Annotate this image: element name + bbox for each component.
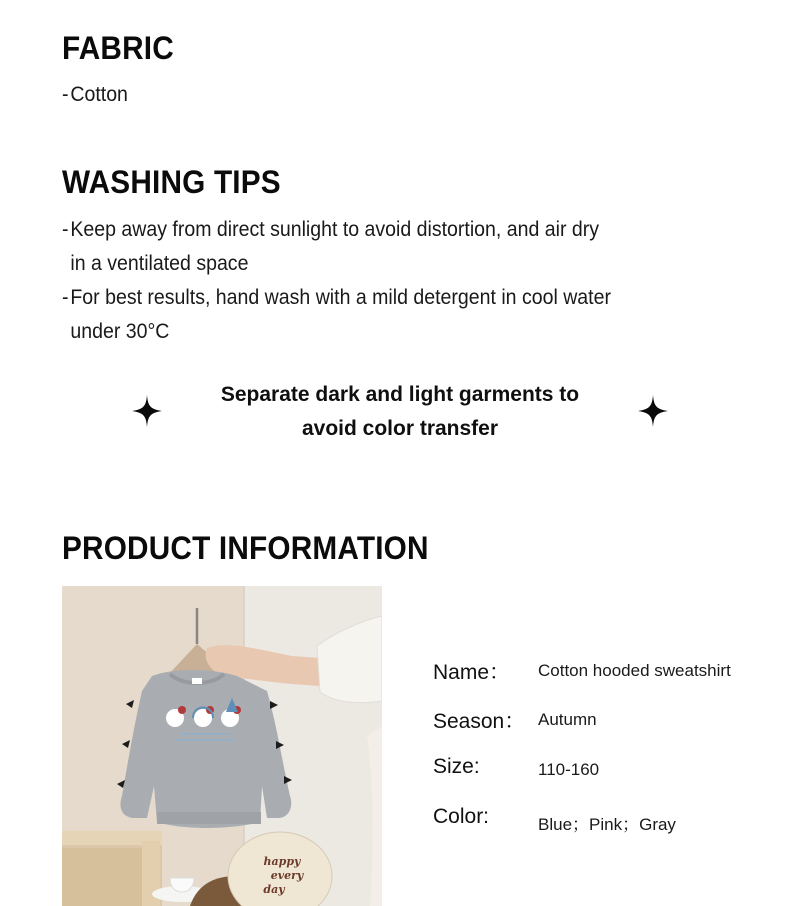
info-value: Cotton hooded sweatshirt [538, 661, 731, 680]
fabric-item-text: Cotton [70, 83, 128, 106]
four-point-star-icon [638, 395, 668, 427]
info-value: Blue；Pink；Gray [538, 815, 676, 834]
washing-tip-2-line2: under 30°C [70, 320, 170, 343]
info-label: Color: [433, 805, 490, 828]
washing-tip-2 [62, 281, 611, 315]
info-label: Name： [433, 661, 511, 684]
washing-tip-1 [62, 213, 599, 247]
info-row-color [433, 805, 773, 839]
fabric-item [62, 78, 128, 112]
callout-text [180, 378, 620, 446]
info-label: Size: [433, 755, 480, 778]
product-information-title: PRODUCT INFORMATION [62, 530, 429, 566]
callout-line2: avoid color transfer [301, 417, 499, 440]
info-row-size [433, 755, 773, 789]
sweatshirt [120, 670, 291, 828]
info-row-season [433, 705, 773, 739]
washing-tip-1-line1: Keep away from direct sunlight to avoid distortion, and air dry [70, 218, 600, 241]
pillow-text-every: every [270, 869, 304, 882]
wooden-panel [62, 831, 162, 906]
washing-tip-2-line1: For best results, hand wash with a mild detergent in cool water [70, 286, 611, 309]
info-value: 110-160 [538, 760, 600, 779]
bullet-dash: - [62, 218, 69, 241]
fabric-title: FABRIC [62, 30, 174, 66]
bullet-dash: - [62, 286, 69, 309]
product-photo [62, 586, 382, 906]
info-value: Autumn [538, 710, 597, 729]
care-callout [0, 376, 800, 448]
bullet-dash: - [62, 83, 69, 106]
pillow-text-happy: happy [263, 855, 301, 868]
callout-line1: Separate dark and light garments to [220, 383, 580, 406]
four-point-star-icon [132, 395, 162, 427]
info-label: Season： [433, 710, 526, 733]
washing-tips-title: WASHING TIPS [62, 164, 281, 200]
washing-tip-1-line2: in a ventilated space [70, 252, 249, 275]
pillow-text-day: day [263, 883, 285, 896]
product-photo-illustration [62, 586, 382, 906]
info-row-name [433, 656, 773, 690]
